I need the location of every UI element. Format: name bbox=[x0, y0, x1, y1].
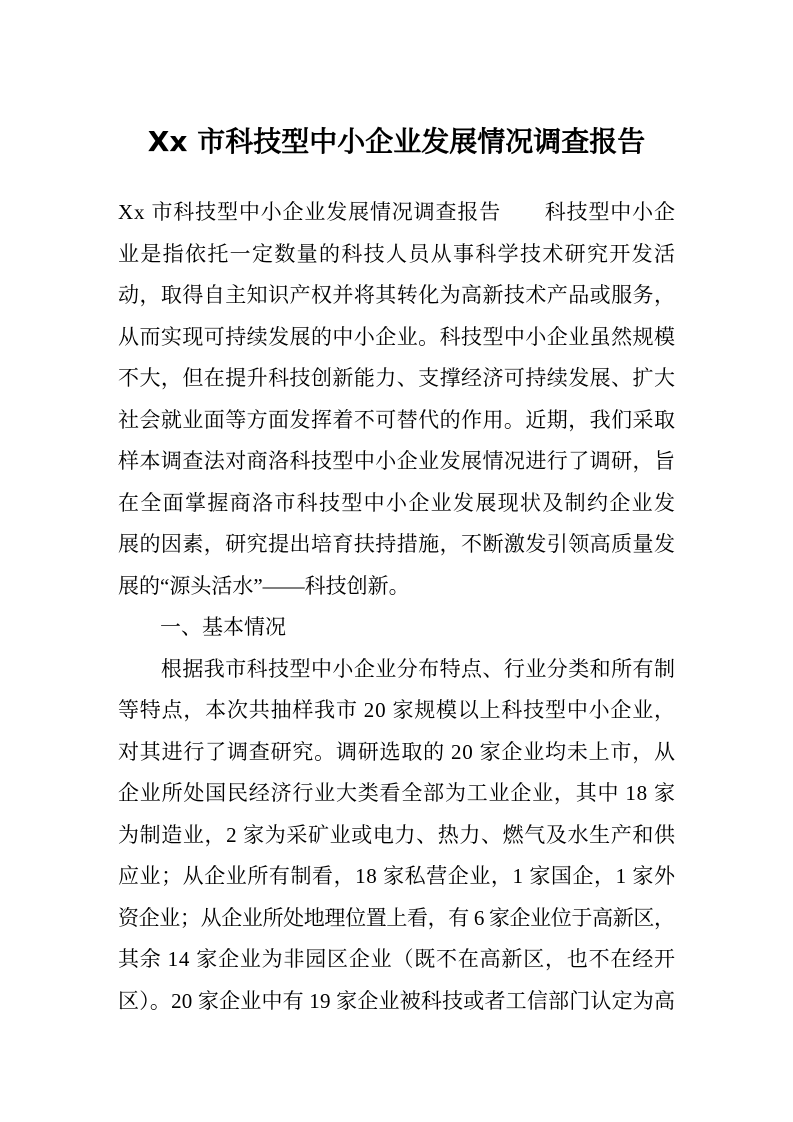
text-line: 为制造业，2 家为采矿业或电力、热力、燃气及水生产和供 bbox=[118, 822, 676, 847]
text-line: 业是指依托一定数量的科技人员从事科学技术研究开发活 bbox=[118, 241, 677, 266]
text-line: 企业所处国民经济行业大类看全部为工业企业，其中 18 家 bbox=[118, 781, 676, 805]
paragraph bbox=[118, 649, 675, 1023]
text-line: 等特点，本次共抽样我市 20 家规模以上科技型中小企业， bbox=[118, 698, 676, 722]
text-line: 社会就业面等方面发挥着不可替代的作用。近期，我们采取 bbox=[118, 407, 676, 432]
paragraph bbox=[118, 607, 675, 649]
text-line: 资企业；从企业所处地理位置上看，有 6 家企业位于高新区， bbox=[118, 905, 675, 930]
text-line: 从而实现可持续发展的中小企业。科技型中小企业虽然规模 bbox=[118, 324, 676, 349]
text-line: 区）。20 家企业中有 19 家企业被科技或者工信部门认定为高 bbox=[118, 988, 676, 1013]
text-line: 动，取得自主知识产权并将其转化为高新技术产品或服务， bbox=[118, 283, 676, 307]
text-line: Xx 市科技型中小企业发展情况调查报告 科技型中小企 bbox=[118, 200, 676, 224]
text-line: 展的“源头活水”——科技创新。 bbox=[118, 573, 410, 598]
text-line: 其余 14 家企业为非园区企业（既不在高新区，也不在经开 bbox=[118, 947, 676, 971]
text-line: 根据我市科技型中小企业分布特点、行业分类和所有制 bbox=[118, 656, 676, 681]
document-title: Xx 市科技型中小企业发展情况调查报告 bbox=[147, 125, 646, 158]
text-line: 在全面掌握商洛市科技型中小企业发展现状及制约企业发 bbox=[118, 490, 677, 515]
text-line: 应业；从企业所有制看，18 家私营企业，1 家国企，1 家外 bbox=[118, 864, 676, 888]
text-line: 样本调查法对商洛科技型中小企业发展情况进行了调研，旨 bbox=[118, 449, 676, 473]
paragraph bbox=[118, 192, 675, 607]
text-line: 不大，但在提升科技创新能力、支撑经济可持续发展、扩大 bbox=[118, 366, 676, 390]
document-content bbox=[118, 120, 675, 1022]
text-line: 展的因素，研究提出培育扶持措施，不断激发引领高质量发 bbox=[118, 532, 676, 556]
text-line: 一、基本情况 bbox=[118, 615, 286, 639]
text-line: 对其进行了调查研究。调研选取的 20 家企业均未上市，从 bbox=[118, 739, 676, 764]
document-body bbox=[118, 192, 675, 1022]
